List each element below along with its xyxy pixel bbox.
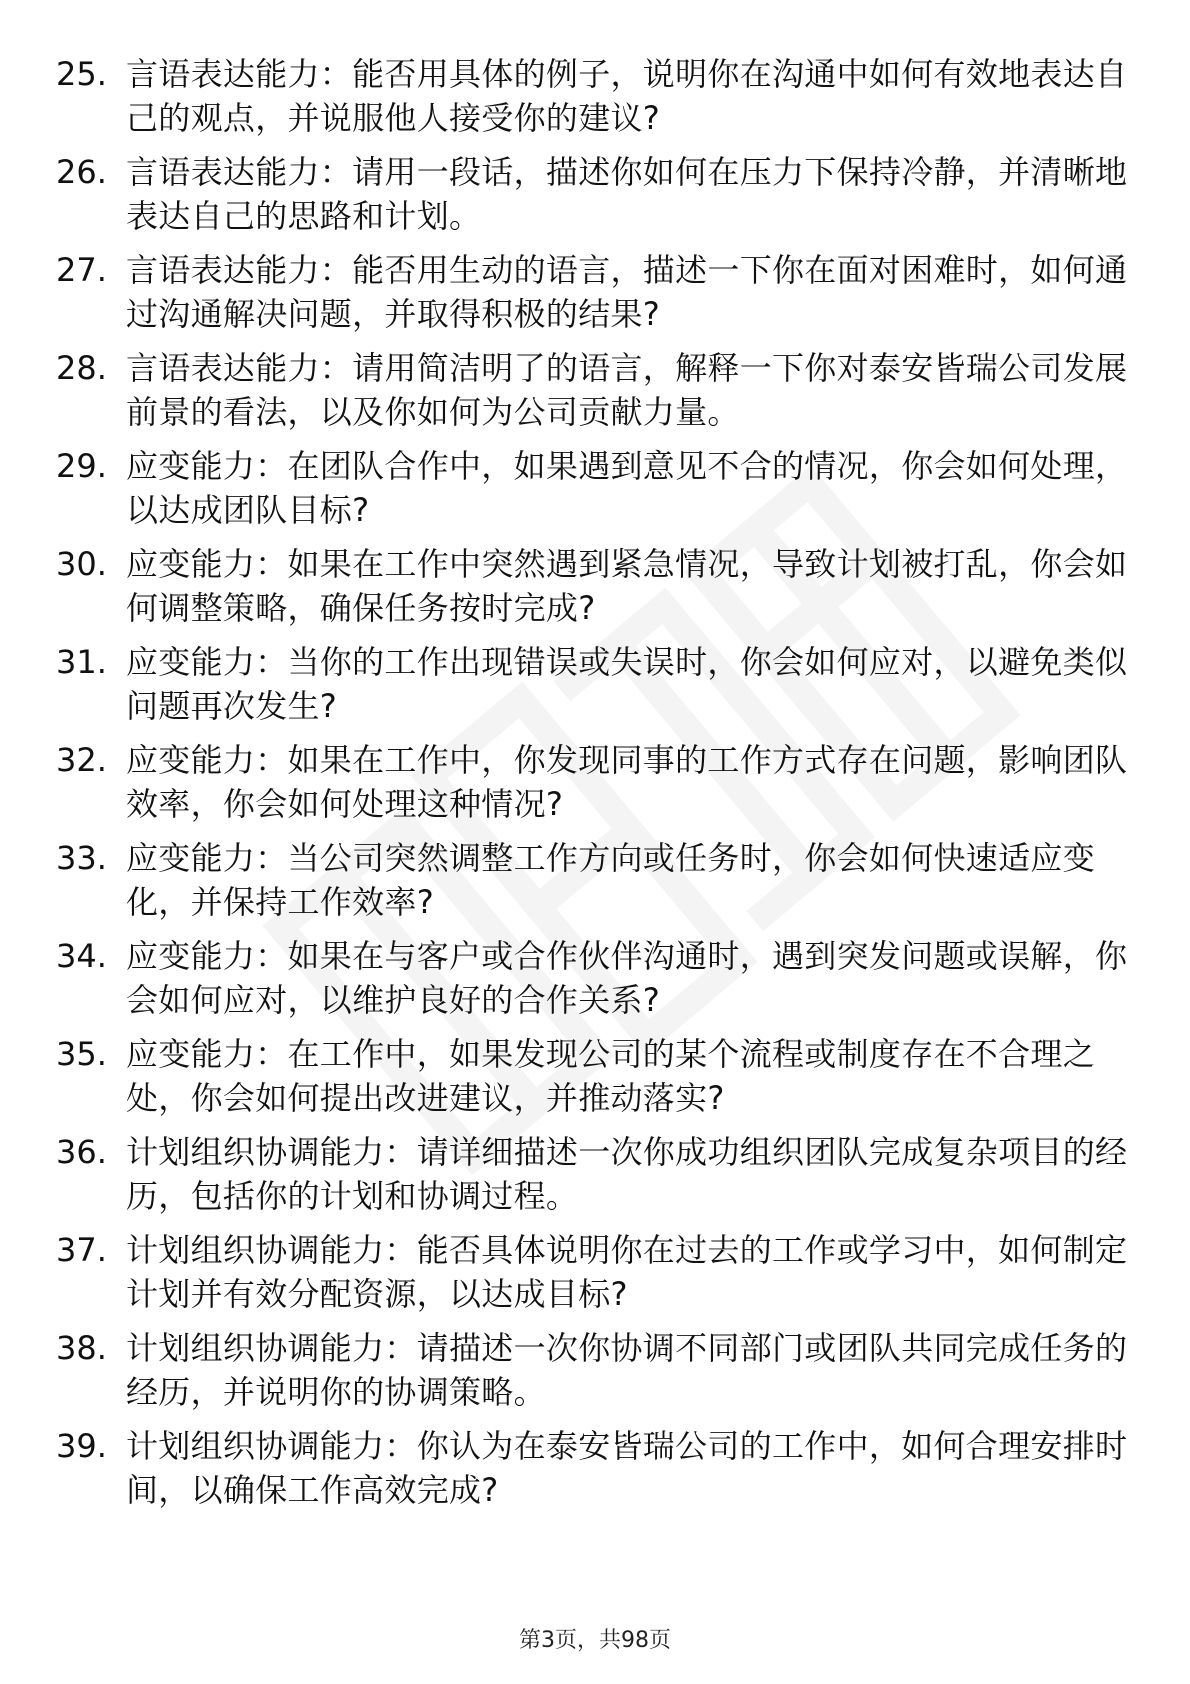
question-item [56, 1032, 1136, 1130]
question-text: 应变能力：如果在工作中突然遇到紧急情况，导致计划被打乱，你会如何调整策略，确保任务按时完成? [126, 545, 1128, 627]
question-number: 34. [56, 937, 107, 975]
question-item [56, 346, 1136, 444]
question-item [56, 738, 1136, 836]
question-item [56, 934, 1136, 1032]
question-number: 25. [56, 55, 107, 93]
question-text: 计划组织协调能力：请描述一次你协调不同部门或团队共同完成任务的经历，并说明你的协调策略。 [126, 1329, 1128, 1411]
question-item [56, 836, 1136, 934]
question-number: 31. [56, 643, 107, 681]
question-item [56, 444, 1136, 542]
question-list [56, 52, 1136, 1522]
page-footer [0, 1626, 1190, 1656]
question-number: 27. [56, 251, 107, 289]
question-item [56, 542, 1136, 640]
question-number: 35. [56, 1035, 107, 1073]
question-number: 38. [56, 1329, 107, 1367]
question-item [56, 52, 1136, 150]
question-text: 应变能力：在团队合作中，如果遇到意见不合的情况，你会如何处理，以达成团队目标? [126, 447, 1128, 529]
question-item [56, 248, 1136, 346]
question-number: 26. [56, 153, 107, 191]
question-item [56, 1326, 1136, 1424]
question-text: 应变能力：如果在工作中，你发现同事的工作方式存在问题，影响团队效率，你会如何处理这种情况? [126, 741, 1128, 823]
question-number: 39. [56, 1427, 107, 1465]
question-item [56, 1228, 1136, 1326]
question-number: 32. [56, 741, 107, 779]
question-number: 29. [56, 447, 107, 485]
question-item [56, 640, 1136, 738]
question-item [56, 1130, 1136, 1228]
question-number: 36. [56, 1133, 107, 1171]
question-item [56, 1424, 1136, 1522]
question-item [56, 150, 1136, 248]
question-text: 计划组织协调能力：请详细描述一次你成功组织团队完成复杂项目的经历，包括你的计划和协调过程。 [126, 1133, 1128, 1215]
question-text: 应变能力：当你的工作出现错误或失误时，你会如何应对，以避免类似问题再次发生? [126, 643, 1128, 725]
question-number: 28. [56, 349, 107, 387]
question-text: 计划组织协调能力：你认为在泰安皆瑞公司的工作中，如何合理安排时间，以确保工作高效完成? [126, 1427, 1128, 1509]
question-text: 应变能力：在工作中，如果发现公司的某个流程或制度存在不合理之处，你会如何提出改进建议，并推动落实? [126, 1035, 1096, 1117]
page-number-label: 第3页，共98页 [519, 1628, 671, 1653]
question-number: 33. [56, 839, 107, 877]
question-text: 言语表达能力：请用一段话，描述你如何在压力下保持冷静，并清晰地表达自己的思路和计划。 [126, 153, 1128, 235]
question-text: 计划组织协调能力：能否具体说明你在过去的工作或学习中，如何制定计划并有效分配资源，以达成目标? [126, 1231, 1128, 1313]
question-text: 言语表达能力：能否用生动的语言，描述一下你在面对困难时，如何通过沟通解决问题，并取得积极的结果? [126, 251, 1128, 333]
question-text: 应变能力：如果在与客户或合作伙伴沟通时，遇到突发问题或误解，你会如何应对，以维护良好的合作关系? [126, 937, 1128, 1019]
question-number: 37. [56, 1231, 107, 1269]
question-number: 30. [56, 545, 107, 583]
question-text: 言语表达能力：能否用具体的例子，说明你在沟通中如何有效地表达自己的观点，并说服他人接受你的建议? [126, 55, 1128, 137]
question-text: 言语表达能力：请用简洁明了的语言，解释一下你对泰安皆瑞公司发展前景的看法，以及你如何为公司贡献力量。 [126, 349, 1128, 431]
question-text: 应变能力：当公司突然调整工作方向或任务时，你会如何快速适应变化，并保持工作效率? [126, 839, 1096, 921]
